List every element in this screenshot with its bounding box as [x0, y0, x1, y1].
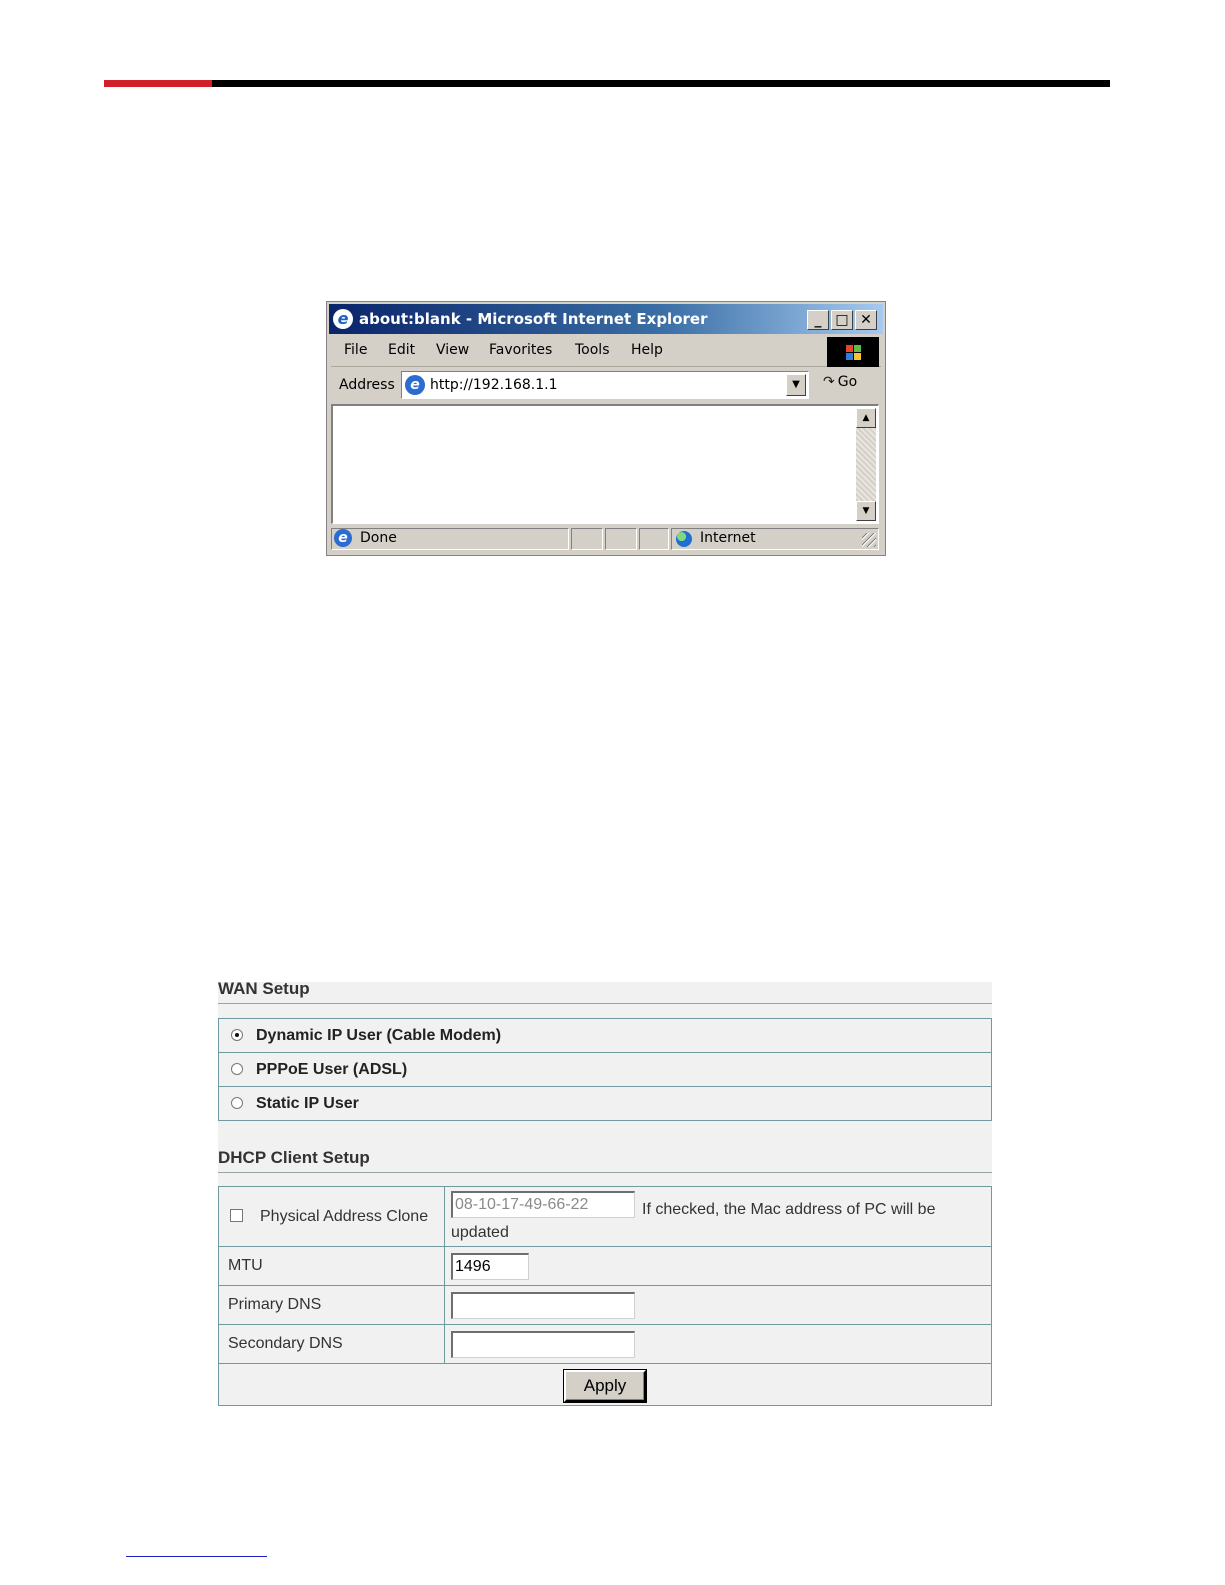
radio-row-pppoe[interactable] [219, 1052, 991, 1086]
ie-status-bar [331, 526, 881, 552]
ie-menu-bar [331, 336, 881, 367]
ie-window-title: about:blank - Microsoft Internet Explorer [359, 310, 708, 328]
dynamic-ip-radio[interactable] [231, 1029, 243, 1041]
menu-help[interactable]: Help [631, 342, 663, 358]
menu-edit[interactable]: Edit [388, 342, 416, 358]
ie-logo-icon: e [333, 309, 353, 329]
ie-address-bar [331, 368, 881, 402]
dhcp-setup-divider [218, 1172, 992, 1173]
dhcp-setup-title: DHCP Client Setup [218, 1148, 370, 1167]
go-label: Go [837, 374, 858, 390]
connection-type-options [218, 1018, 992, 1121]
address-value[interactable]: http://192.168.1.1 [430, 377, 558, 393]
resize-grip-icon[interactable] [862, 533, 876, 547]
mtu-input[interactable] [451, 1253, 529, 1280]
footer-link-underline[interactable] [126, 1556, 267, 1557]
scroll-up-button[interactable]: ▲ [856, 408, 876, 428]
close-button[interactable]: ✕ [855, 310, 877, 330]
apply-button[interactable]: Apply [564, 1370, 646, 1402]
scroll-down-button[interactable]: ▼ [856, 501, 876, 521]
go-button[interactable] [823, 374, 873, 398]
physical-address-clone-checkbox[interactable] [230, 1209, 243, 1222]
vertical-scrollbar[interactable] [856, 408, 876, 521]
row-mtu [219, 1246, 991, 1286]
row-secondary-dns [219, 1324, 991, 1364]
done-page-icon: e [334, 529, 352, 547]
primary-dns-input[interactable] [451, 1292, 635, 1319]
static-ip-radio[interactable] [231, 1097, 243, 1109]
status-pane-2 [571, 528, 603, 550]
address-input[interactable] [401, 371, 809, 399]
menu-tools[interactable]: Tools [575, 342, 610, 358]
dhcp-settings-table [218, 1186, 992, 1406]
pppoe-label: PPPoE User (ADSL) [256, 1061, 408, 1078]
mtu-label-cell [219, 1247, 445, 1286]
mtu-label: MTU [228, 1257, 263, 1274]
radio-row-static[interactable] [219, 1086, 991, 1120]
address-label: Address [339, 377, 395, 393]
status-pane-4 [639, 528, 669, 550]
zone-text: Internet [700, 530, 756, 546]
dynamic-ip-label: Dynamic IP User (Cable Modem) [256, 1027, 502, 1044]
radio-row-dynamic[interactable] [219, 1019, 991, 1053]
wan-setup-panel [218, 979, 992, 1406]
page-icon: e [405, 375, 425, 395]
header-rule-red [104, 80, 212, 87]
maximize-button[interactable]: □ [831, 310, 853, 330]
wan-setup-title: WAN Setup [218, 979, 310, 998]
secondary-dns-label-cell [219, 1325, 445, 1364]
physical-address-clone-cell [219, 1187, 445, 1247]
ie-window [326, 301, 886, 556]
mac-clone-note-line1: If checked, the Mac address of PC will be [642, 1201, 936, 1218]
status-pane-3 [605, 528, 637, 550]
row-apply [219, 1363, 991, 1405]
secondary-dns-label: Secondary DNS [228, 1335, 343, 1352]
row-primary-dns [219, 1285, 991, 1325]
mac-clone-note-line2: updated [451, 1224, 509, 1241]
ie-content-area [331, 404, 879, 524]
globe-icon [676, 531, 692, 547]
go-arrow-icon: ↷ [823, 374, 835, 390]
menu-view[interactable]: View [436, 342, 470, 358]
windows-logo-icon [827, 337, 879, 367]
wan-setup-divider [218, 1003, 992, 1004]
pppoe-radio[interactable] [231, 1063, 243, 1075]
address-dropdown-button[interactable]: ▼ [786, 374, 806, 396]
primary-dns-label: Primary DNS [228, 1296, 322, 1313]
minimize-button[interactable]: _ [807, 310, 829, 330]
mac-address-input[interactable] [451, 1191, 635, 1218]
row-physical-address-clone [219, 1187, 991, 1247]
secondary-dns-input[interactable] [451, 1331, 635, 1358]
menu-file[interactable]: File [344, 342, 368, 358]
ie-title-bar[interactable] [329, 304, 883, 334]
physical-address-clone-label: Physical Address Clone [260, 1208, 429, 1225]
status-text: Done [360, 530, 397, 546]
status-pane-zone [671, 528, 879, 550]
primary-dns-label-cell [219, 1286, 445, 1325]
header-rule-black [212, 80, 1110, 87]
status-pane-main [331, 528, 569, 550]
menu-favorites[interactable]: Favorites [489, 342, 553, 358]
static-ip-label: Static IP User [256, 1095, 359, 1112]
